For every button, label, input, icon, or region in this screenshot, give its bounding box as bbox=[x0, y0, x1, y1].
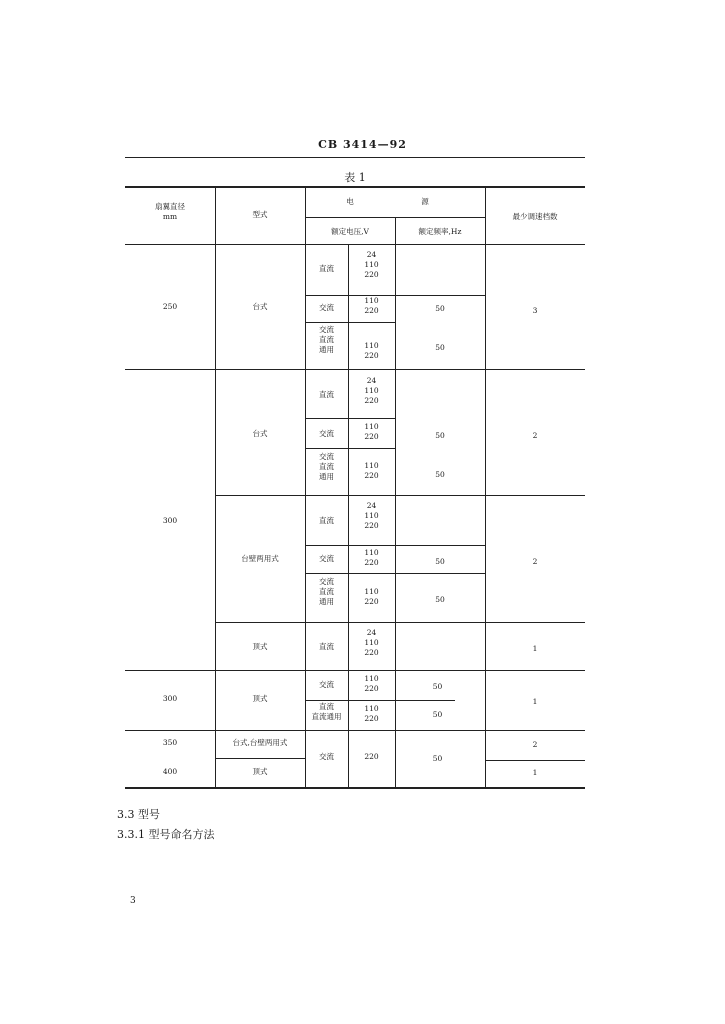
diameter-300: 300 bbox=[162, 694, 178, 703]
freq-50: 50 bbox=[432, 754, 443, 763]
header-diameter: 扇翼直径 bbox=[155, 202, 185, 211]
voltage-110: 110 bbox=[364, 461, 379, 470]
voltage-110: 110 bbox=[364, 260, 379, 270]
voltage-110: 110 bbox=[364, 638, 379, 648]
voltage-110: 110 bbox=[364, 587, 379, 596]
current-acdc-line2: 直流 bbox=[319, 335, 334, 345]
freq-50: 50 bbox=[435, 431, 445, 440]
col-rule bbox=[305, 186, 306, 788]
rule bbox=[305, 322, 395, 323]
voltage-220: 220 bbox=[364, 432, 379, 442]
voltage-220: 220 bbox=[364, 306, 379, 316]
current-acdc-line1: 交流 bbox=[319, 577, 334, 586]
current-dc: 直流 bbox=[319, 642, 334, 651]
current-ac: 交流 bbox=[319, 680, 334, 689]
section-3-3-1-heading: 3.3.1 型号命名方法 bbox=[117, 828, 215, 841]
header-voltage: 额定电压,V bbox=[331, 227, 369, 236]
voltage-110: 110 bbox=[364, 674, 379, 683]
gears-2: 2 bbox=[532, 557, 538, 566]
current-ac: 交流 bbox=[319, 303, 334, 312]
voltage-110: 110 bbox=[364, 422, 379, 431]
current-ac: 交流 bbox=[319, 752, 334, 761]
col-rule bbox=[395, 217, 396, 788]
rule bbox=[125, 730, 585, 731]
voltage-110: 110 bbox=[364, 511, 379, 521]
page-number: 3 bbox=[130, 896, 136, 906]
voltage-110: 110 bbox=[364, 341, 379, 350]
header-power-right: 源 bbox=[421, 197, 429, 206]
current-acdc-line3: 通用 bbox=[319, 345, 334, 355]
header-rule bbox=[125, 157, 585, 158]
voltage-220: 220 bbox=[364, 597, 379, 607]
current-acdc-line2: 直流 bbox=[319, 587, 334, 597]
current-ac: 交流 bbox=[319, 554, 334, 563]
gears-1: 1 bbox=[532, 768, 538, 777]
rule bbox=[485, 760, 585, 761]
current-acdc-line1: 交流 bbox=[319, 452, 334, 461]
voltage-24: 24 bbox=[366, 501, 377, 510]
current-dc: 直流 bbox=[319, 390, 334, 399]
gears-1: 1 bbox=[532, 697, 538, 706]
freq-50: 50 bbox=[435, 343, 445, 352]
header-type: 型式 bbox=[252, 210, 268, 219]
voltage-110: 110 bbox=[364, 386, 379, 396]
rule bbox=[305, 700, 455, 701]
section-3-3-heading: 3.3 型号 bbox=[117, 808, 160, 821]
header-frequency: 额定频率,Hz bbox=[418, 227, 462, 236]
type-table-or-table-wall: 台式,台壁两用式 bbox=[232, 738, 288, 747]
table-top-rule bbox=[125, 186, 585, 188]
current-acdc-line3: 通用 bbox=[319, 472, 334, 482]
voltage-220: 220 bbox=[364, 752, 379, 761]
voltage-220: 220 bbox=[364, 351, 379, 361]
freq-50: 50 bbox=[435, 557, 445, 566]
voltage-220: 220 bbox=[364, 396, 379, 406]
table-caption: 表 1 bbox=[344, 171, 366, 184]
rule bbox=[215, 758, 305, 759]
current-ac: 交流 bbox=[319, 429, 334, 438]
freq-50: 50 bbox=[435, 304, 445, 313]
type-table-wall: 台壁两用式 bbox=[241, 554, 279, 563]
voltage-24: 24 bbox=[366, 250, 377, 259]
diameter-250: 250 bbox=[162, 302, 178, 311]
voltage-110: 110 bbox=[364, 704, 379, 713]
type-ceiling: 顶式 bbox=[252, 694, 268, 703]
type-ceiling: 顶式 bbox=[252, 767, 268, 776]
rule bbox=[125, 369, 585, 370]
freq-50: 50 bbox=[432, 682, 443, 691]
current-dc: 直流 bbox=[319, 264, 334, 273]
gears-1: 1 bbox=[532, 644, 538, 653]
voltage-220: 220 bbox=[364, 521, 379, 531]
voltage-220: 220 bbox=[364, 471, 379, 481]
diameter-350: 350 bbox=[162, 738, 178, 747]
voltage-24: 24 bbox=[366, 376, 377, 385]
header-gears: 最少调速档数 bbox=[512, 212, 558, 221]
voltage-220: 220 bbox=[364, 648, 379, 658]
voltage-110: 110 bbox=[364, 548, 379, 557]
current-acdc-single: 直流通用 bbox=[311, 712, 342, 722]
type-table: 台式 bbox=[252, 429, 268, 438]
voltage-110: 110 bbox=[364, 296, 379, 305]
diameter-400: 400 bbox=[162, 767, 178, 776]
voltage-24: 24 bbox=[366, 628, 377, 637]
table-bottom-rule bbox=[125, 787, 585, 789]
rule bbox=[125, 670, 585, 671]
current-acdc-line1: 交流 bbox=[319, 325, 334, 334]
current-acdc-line3: 通用 bbox=[319, 597, 334, 607]
freq-50: 50 bbox=[435, 595, 445, 604]
rule bbox=[215, 622, 585, 623]
rule bbox=[305, 448, 395, 449]
diameter-300: 300 bbox=[162, 516, 178, 525]
voltage-220: 220 bbox=[364, 684, 379, 694]
voltage-220: 220 bbox=[364, 714, 379, 724]
rule bbox=[215, 495, 585, 496]
rule bbox=[305, 418, 395, 419]
header-diameter-unit: mm bbox=[162, 212, 178, 222]
header-power-left: 电 bbox=[346, 197, 354, 206]
current-acdc-line2: 直流 bbox=[319, 462, 334, 472]
type-table: 台式 bbox=[252, 302, 268, 311]
rule bbox=[125, 244, 585, 245]
freq-50: 50 bbox=[432, 710, 443, 719]
gears-3: 3 bbox=[532, 306, 538, 315]
voltage-220: 220 bbox=[364, 270, 379, 280]
type-ceiling: 顶式 bbox=[252, 642, 268, 651]
freq-50: 50 bbox=[435, 470, 445, 479]
voltage-220: 220 bbox=[364, 558, 379, 568]
current-acdc-line2: 直流 bbox=[319, 702, 334, 711]
standard-code: CB 3414—92 bbox=[318, 138, 407, 151]
gears-2: 2 bbox=[532, 431, 538, 440]
current-dc: 直流 bbox=[319, 516, 334, 525]
gears-2: 2 bbox=[532, 740, 538, 749]
